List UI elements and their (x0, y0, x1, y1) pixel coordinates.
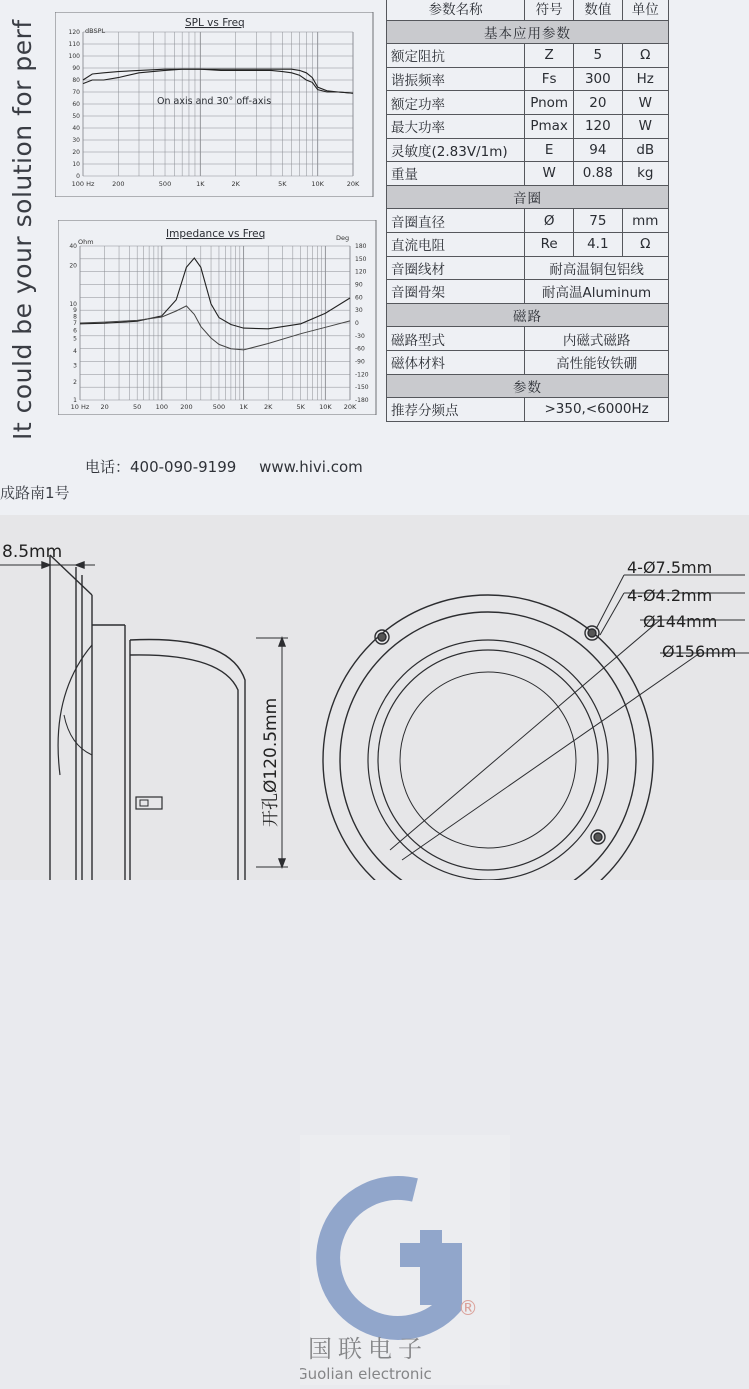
y-right-tick-label: -180 (355, 397, 369, 404)
param-symbol: E (525, 138, 574, 162)
table-row (387, 162, 669, 186)
table-row (387, 44, 669, 68)
x-tick-label: 2K (264, 403, 273, 411)
y-left-tick-label: 20 (69, 262, 77, 270)
table-row (387, 232, 669, 256)
outer-ring-156 (323, 595, 653, 880)
impedance-chart (58, 220, 378, 415)
x-tick-label: 200 (112, 180, 125, 188)
spl-annotation: On axis and 30° off-axis (157, 96, 272, 107)
param-name: 音圈直径 (387, 209, 525, 233)
y-right-tick-label: -30 (355, 332, 365, 340)
table-row (387, 256, 669, 280)
param-name: 额定功率 (387, 91, 525, 115)
y-right-tick-label: 150 (355, 255, 367, 263)
header-name: 参数名称 (387, 0, 525, 20)
section-title: 参数 (387, 374, 669, 398)
table-row (387, 138, 669, 162)
param-value: 94 (574, 138, 623, 162)
y-tick-label: 90 (72, 65, 80, 72)
side-slogan: It could be your solution for perf (8, 19, 37, 440)
y-right-tick-label: 0 (355, 320, 359, 327)
drawing-svg (0, 515, 749, 880)
param-name: 音圈骨架 (387, 280, 525, 304)
x-tick-label: 50 (133, 403, 142, 411)
param-value: 75 (574, 209, 623, 233)
param-name: 直流电阻 (387, 232, 525, 256)
impedance-grid (80, 246, 350, 400)
table-row (387, 91, 669, 115)
param-name: 灵敏度(2.83V/1m) (387, 138, 525, 162)
x-tick-label: 5K (278, 180, 287, 188)
param-symbol: Pmax (525, 114, 574, 138)
impedance-line (80, 258, 350, 329)
guolian-logo-icon (300, 1135, 510, 1385)
param-name: 谐振频率 (387, 67, 525, 91)
table-row (387, 398, 669, 422)
x-tick-label: 10 Hz (70, 403, 90, 411)
x-tick-label: 500 (158, 180, 172, 188)
param-unit: kg (622, 162, 668, 186)
section-title: 音圈 (387, 185, 669, 209)
section-title: 磁路 (387, 303, 669, 327)
x-tick-label: 10K (311, 180, 324, 188)
x-tick-label: 20K (343, 403, 357, 411)
y-tick-label: 20 (72, 149, 80, 156)
x-tick-label: 100 (155, 403, 169, 411)
holes-inner-label: 4-Ø4.2mm (627, 586, 713, 605)
y-left-tick-label: 5 (73, 335, 77, 343)
y-right-tick-label: 90 (355, 281, 363, 289)
impedance-x-ticks (71, 403, 357, 411)
y-left-tick-label: 8 (73, 313, 77, 321)
y-left-tick-label: 9 (73, 307, 77, 315)
param-value: 20 (574, 91, 623, 115)
impedance-ylabel-right: Deg (336, 234, 350, 242)
address-fragment: 成路南1号 (0, 484, 70, 502)
registered-mark: ® (458, 1296, 478, 1320)
y-left-tick-label: 40 (69, 243, 77, 250)
outer-diameter-label: Ø156mm (662, 642, 737, 661)
param-symbol: W (525, 162, 574, 186)
y-tick-label: 50 (72, 113, 80, 120)
header-unit: 单位 (622, 0, 668, 20)
table-row (387, 209, 669, 233)
y-tick-label: 70 (72, 89, 80, 96)
param-name: 推荐分频点 (387, 398, 525, 422)
y-left-tick-label: 6 (73, 327, 77, 335)
param-unit: Ω (622, 232, 668, 256)
y-right-tick-label: 180 (355, 243, 367, 250)
y-tick-label: 110 (68, 41, 80, 48)
y-right-tick-label: 30 (355, 307, 363, 315)
param-symbol: Pnom (525, 91, 574, 115)
y-tick-label: 80 (72, 77, 80, 84)
y-right-tick-label: -90 (355, 358, 365, 366)
spl-ylabel: dBSPL (85, 27, 106, 35)
param-value: 0.88 (574, 162, 623, 186)
param-value: 5 (574, 44, 623, 68)
y-left-tick-label: 3 (73, 362, 77, 370)
param-name: 磁体材料 (387, 350, 525, 374)
param-name: 磁路型式 (387, 327, 525, 351)
holes-outer-label: 4-Ø7.5mm (627, 558, 713, 577)
x-tick-label: 200 (180, 403, 193, 411)
x-tick-label: 5K (296, 403, 305, 411)
dimension-drawing (0, 515, 749, 1383)
watermark-en: Guolian electronic (300, 1365, 432, 1383)
y-tick-label: 120 (68, 29, 80, 36)
section-row (387, 374, 669, 398)
param-name: 重量 (387, 162, 525, 186)
website: www.hivi.com (259, 458, 363, 476)
x-tick-label: 20 (100, 403, 109, 411)
param-name: 最大功率 (387, 114, 525, 138)
y-left-tick-label: 1 (73, 397, 77, 404)
param-value: 耐高温Aluminum (525, 280, 669, 304)
param-unit: Hz (622, 67, 668, 91)
flange-thickness-label: 8.5mm (2, 542, 63, 562)
param-symbol: Z (525, 44, 574, 68)
param-value: 内磁式磁路 (525, 327, 669, 351)
y-tick-label: 40 (72, 125, 80, 132)
spl-chart (55, 12, 375, 197)
y-left-tick-label: 4 (73, 348, 77, 356)
impedance-title: Impedance vs Freq (166, 228, 266, 240)
impedance-y-left-ticks (69, 243, 77, 404)
x-tick-label: 500 (212, 403, 226, 411)
header-value: 数值 (574, 0, 623, 20)
phase-line (80, 306, 350, 350)
param-value: 4.1 (574, 232, 623, 256)
param-unit: mm (622, 209, 668, 233)
mounting-holes (375, 626, 605, 844)
x-tick-label: 20K (346, 180, 360, 188)
table-row (387, 327, 669, 351)
y-tick-label: 30 (72, 137, 80, 144)
param-symbol: Ø (525, 209, 574, 233)
x-tick-label: 1K (196, 180, 205, 188)
y-left-tick-label: 2 (73, 379, 77, 387)
datasheet-panel (0, 0, 749, 515)
table-row (387, 114, 669, 138)
y-right-tick-label: 120 (355, 268, 367, 276)
phone-label: 电话： (85, 458, 131, 476)
param-symbol: Re (525, 232, 574, 256)
y-left-tick-label: 7 (73, 320, 77, 327)
cutout-circle (368, 640, 608, 880)
y-tick-label: 100 (68, 53, 80, 60)
cutout-label: 开孔Ø120.5mm (261, 697, 281, 827)
section-row (387, 20, 669, 44)
spl-title: SPL vs Freq (185, 17, 245, 29)
section-row (387, 185, 669, 209)
param-name: 额定阻抗 (387, 44, 525, 68)
inner-diameter-label: Ø144mm (643, 612, 718, 631)
y-tick-label: 60 (72, 101, 80, 108)
y-right-tick-label: -120 (355, 371, 369, 379)
param-unit: dB (622, 138, 668, 162)
param-value: 120 (574, 114, 623, 138)
header-symbol: 符号 (525, 0, 574, 20)
param-value: 高性能钕铁硼 (525, 350, 669, 374)
param-value: 耐高温铜包铝线 (525, 256, 669, 280)
spec-table (386, 0, 669, 422)
param-value: 300 (574, 67, 623, 91)
param-symbol: Fs (525, 67, 574, 91)
section-row (387, 303, 669, 327)
y-right-tick-label: -150 (355, 384, 369, 392)
x-tick-label: 2K (231, 180, 240, 188)
x-tick-label: 10K (319, 403, 332, 411)
table-row (387, 280, 669, 304)
y-right-tick-label: -60 (355, 345, 365, 353)
param-unit: Ω (622, 44, 668, 68)
guolian-watermark (300, 1135, 510, 1385)
x-tick-label: 100 Hz (71, 180, 95, 188)
contact-line (85, 456, 363, 477)
impedance-ylabel-left: Ohm (78, 238, 94, 246)
param-value: >350,<6000Hz (525, 398, 669, 422)
table-row (387, 350, 669, 374)
section-title: 基本应用参数 (387, 20, 669, 44)
y-left-tick-label: 10 (69, 300, 77, 308)
spl-y-ticks (69, 29, 81, 180)
spl-x-ticks (72, 180, 360, 188)
param-name: 音圈线材 (387, 256, 525, 280)
table-row (387, 67, 669, 91)
param-unit: W (622, 91, 668, 115)
y-tick-label: 10 (72, 161, 80, 168)
impedance-y-right-ticks (355, 243, 369, 404)
phone-number: 400-090-9199 (130, 458, 237, 476)
watermark-cn: 国联电子 (308, 1335, 428, 1363)
y-tick-label: 0 (76, 173, 80, 180)
x-tick-label: 1K (239, 403, 248, 411)
y-right-tick-label: 60 (355, 294, 363, 302)
table-header-row (387, 0, 669, 20)
param-unit: W (622, 114, 668, 138)
